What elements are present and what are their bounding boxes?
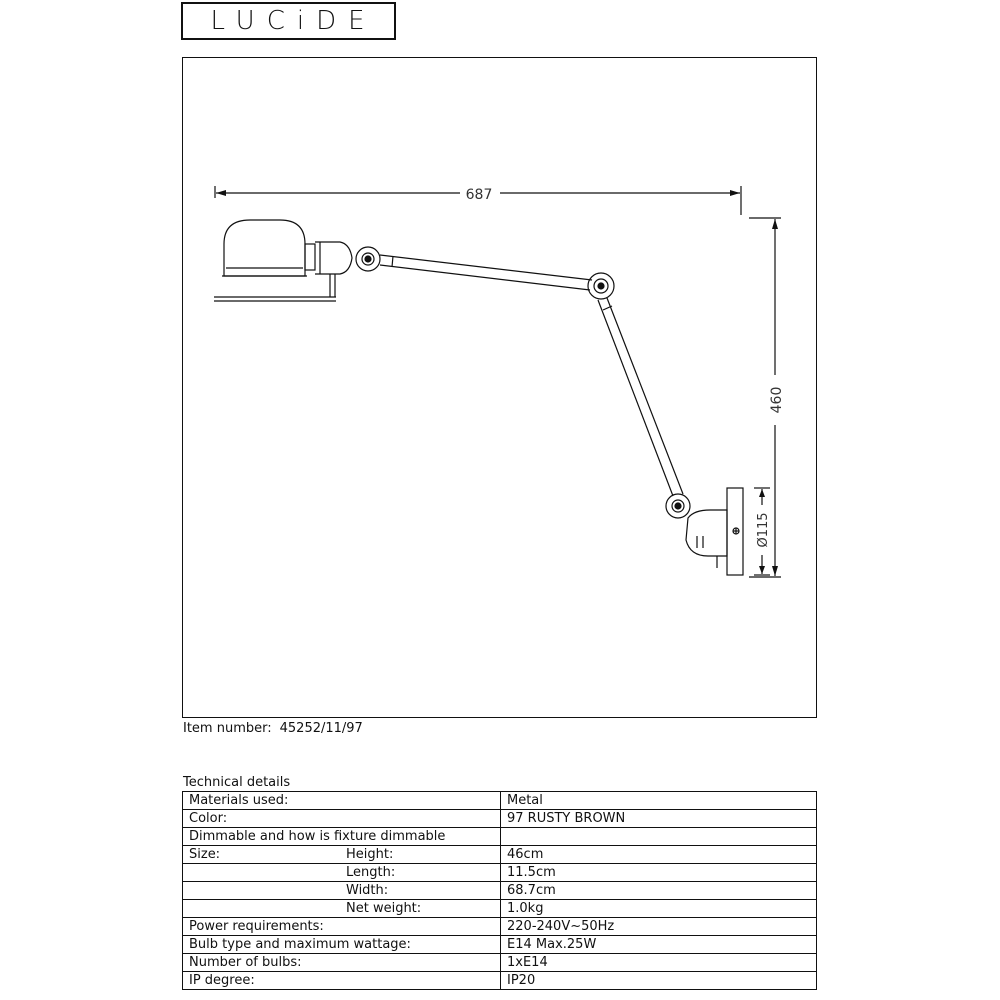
- row-label: IP degree:: [189, 973, 255, 988]
- row-value: 1.0kg: [501, 900, 817, 918]
- middle-joint: [588, 273, 614, 299]
- table-row: [183, 864, 817, 882]
- dimension-width-label: 687: [465, 187, 493, 203]
- row-label: Size:: [189, 847, 221, 862]
- upper-arm: [380, 255, 592, 290]
- table-row: [183, 828, 817, 846]
- logo-text: LUCiDE: [210, 6, 377, 36]
- row-label: Number of bulbs:: [189, 955, 302, 970]
- row-value: E14 Max.25W: [501, 936, 817, 954]
- upper-joint: [356, 247, 380, 271]
- item-number: [183, 721, 371, 736]
- row-sub-label: Width:: [346, 883, 389, 898]
- table-row: [183, 918, 817, 936]
- item-number-label: Item number:: [183, 721, 272, 736]
- row-label: Power requirements:: [189, 919, 324, 934]
- row-label: Color:: [189, 811, 228, 826]
- table-row: [183, 936, 817, 954]
- technical-details-table: [182, 791, 817, 990]
- lamp-shade: [214, 220, 352, 301]
- row-value: IP20: [501, 972, 817, 990]
- base-dimension: [754, 488, 771, 575]
- row-label: Materials used:: [189, 793, 289, 808]
- table-row: [183, 882, 817, 900]
- row-value: 1xE14: [501, 954, 817, 972]
- row-sub-label: Height:: [346, 847, 394, 862]
- width-dimension: [215, 186, 741, 215]
- lower-joint: [666, 494, 690, 518]
- row-value: 46cm: [501, 846, 817, 864]
- row-sub-label: Net weight:: [346, 901, 422, 916]
- table-row: [183, 792, 817, 810]
- table-row: [183, 954, 817, 972]
- table-row: [183, 900, 817, 918]
- table-row: [183, 972, 817, 990]
- row-label: Dimmable and how is fixture dimmable: [189, 829, 446, 844]
- row-value: 220-240V~50Hz: [501, 918, 817, 936]
- dimension-height-label: 460: [769, 386, 785, 414]
- row-value: 11.5cm: [501, 864, 817, 882]
- row-value: 97 RUSTY BROWN: [501, 810, 817, 828]
- lower-arm: [598, 298, 683, 496]
- row-value: Metal: [501, 792, 817, 810]
- row-value: 68.7cm: [501, 882, 817, 900]
- wall-mount: [686, 488, 743, 575]
- table-row: [183, 810, 817, 828]
- dimension-base-label: Ø115: [756, 512, 771, 548]
- table-row: [183, 846, 817, 864]
- row-label: Bulb type and maximum wattage:: [189, 937, 411, 952]
- technical-details-title: Technical details: [183, 775, 291, 790]
- row-value: [501, 828, 817, 846]
- row-sub-label: Length:: [346, 865, 396, 880]
- item-number-value: 45252/11/97: [279, 721, 363, 736]
